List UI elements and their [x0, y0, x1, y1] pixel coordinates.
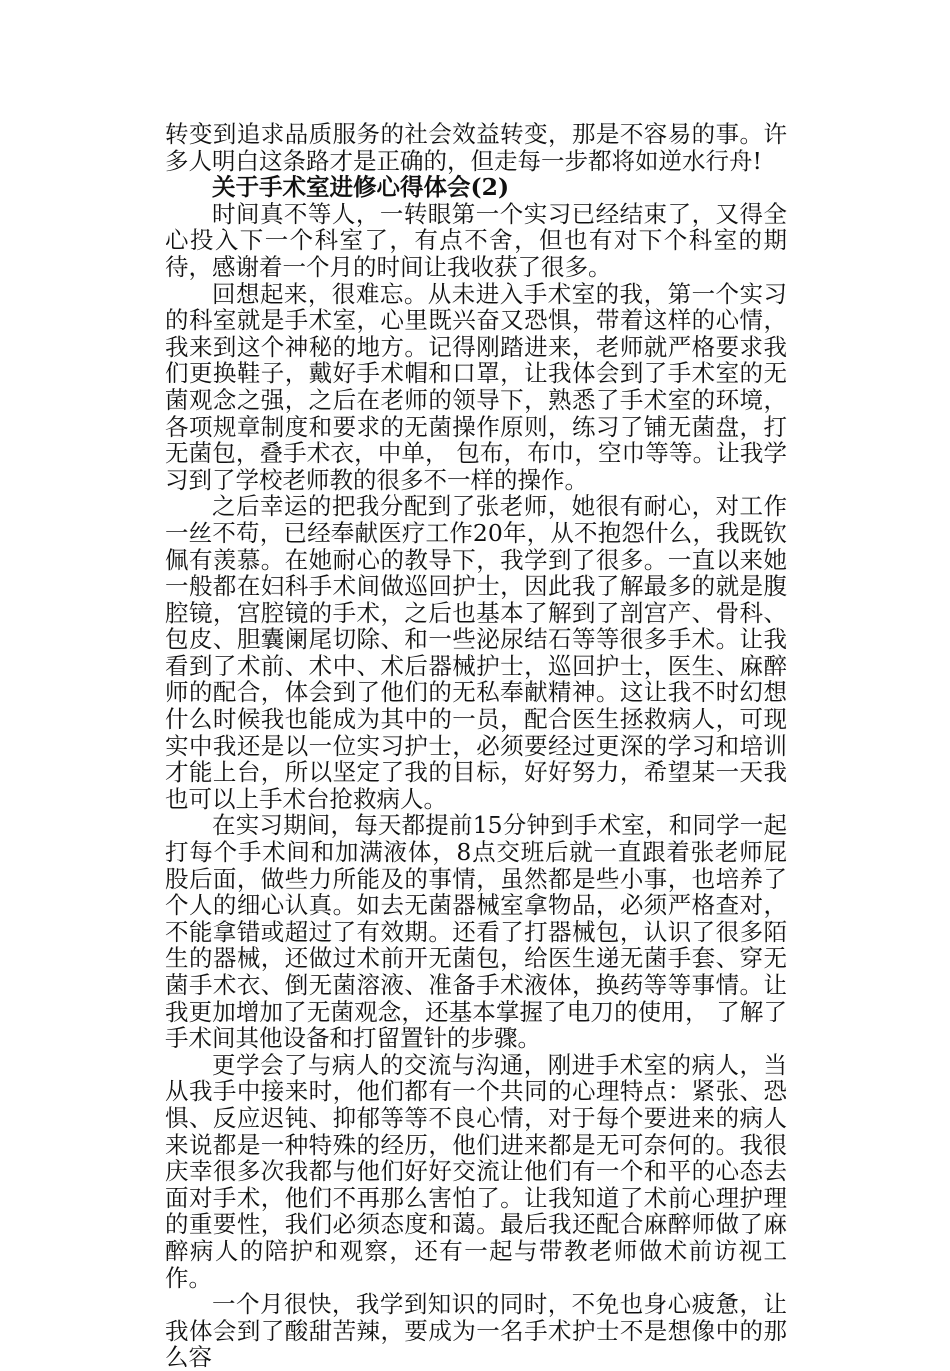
paragraph: 更学会了与病人的交流与沟通，刚进手术室的病人，当从我手中接来时，他们都有一个共同的心理特点：紧张、恐惧、反应迟钝、抑郁等等不良心情，对于每个要进来的病人来说都是一种特殊的经历，他们进来都是无可奈何的。我很庆幸很多次我都与他们好好交流让他们有一个和平的心态去面对手术，他们不再那么害怕了。让我知道了术前心理护理的重要性，我们必须态度和蔼。最后我还配合麻醉师做了麻醉病人的陪护和观察，还有一起与带教老师做术前访视工作。 — [165, 1050, 787, 1292]
paragraph: 回想起来，很难忘。从未进入手术室的我，第一个实习的科室就是手术室，心里既兴奋又恐惧，带着这样的心情，我来到这个神秘的地方。记得刚踏进来，老师就严格要求我们更换鞋子，戴好手术帽和口罩，让我体会到了手术室的无菌观念之强，之后在老师的领导下，熟悉了手术室的环境，各项规章制度和要求的无菌操作原则，练习了铺无菌盘，打无菌包，叠手术衣，中单， 包布，布巾，空巾等等。让我学习到了学校老师教的很多不一样的操作。 — [165, 279, 787, 494]
continuation-paragraph: 转变到追求品质服务的社会效益转变，那是不容易的事。许多人明白这条路才是正确的，但走每一步都将如逆水行舟! — [165, 120, 787, 175]
paragraph: 一个月很快，我学到知识的同时，不免也身心疲惫，让我体会到了酸甜苦辣，要成为一名手术护士不是想像中的那么容 — [165, 1290, 787, 1371]
section-heading: 关于手术室进修心得体会(2) — [212, 173, 510, 202]
paragraph: 之后幸运的把我分配到了张老师，她很有耐心，对工作一丝不苟，已经奉献医疗工作20年，从不抱怨什么，我既钦佩有羡慕。在她耐心的教导下，我学到了很多。一直以来她一般都在妇科手术间做巡回护士，因此我了解最多的就是腹腔镜，宫腔镜的手术，之后也基本了解到了剖宫产、骨科、包皮、胆囊阑尾切除、和一些泌尿结石等等很多手术。让我看到了术前、术中、术后器械护士，巡回护士，医生、麻醉师的配合，体会到了他们的无私奉献精神。这让我不时幻想什么时候我也能成为其中的一员，配合医生拯救病人，可现实中我还是以一位实习护士，必须要经过更深的学习和培训才能上台，所以坚定了我的目标，好好努力，希望某一天我也可以上手术台抢救病人。 — [165, 492, 787, 813]
paragraph: 在实习期间，每天都提前15分钟到手术室，和同学一起打每个手术间和加满液体，8点交班后就一直跟着张老师屁股后面，做些力所能及的事情，虽然都是些小事，也培养了个人的细心认真。如去无菌器械室拿物品，必须严格查对，不能拿错或超过了有效期。还看了打器械包，认识了很多陌生的器械，还做过术前开无菌包，给医生递无菌手套、穿无菌手术衣、倒无菌溶液、准备手术液体，换药等等事情。让我更加增加了无菌观念，还基本掌握了电刀的使用， 了解了手术间其他设备和打留置针的步骤。 — [165, 811, 787, 1053]
document-body — [165, 121, 787, 1371]
paragraph: 时间真不等人，一转眼第一个实习已经结束了，又得全心投入下一个科室了，有点不舍，但也有对下个科室的期待，感谢着一个月的时间让我收获了很多。 — [165, 199, 787, 281]
